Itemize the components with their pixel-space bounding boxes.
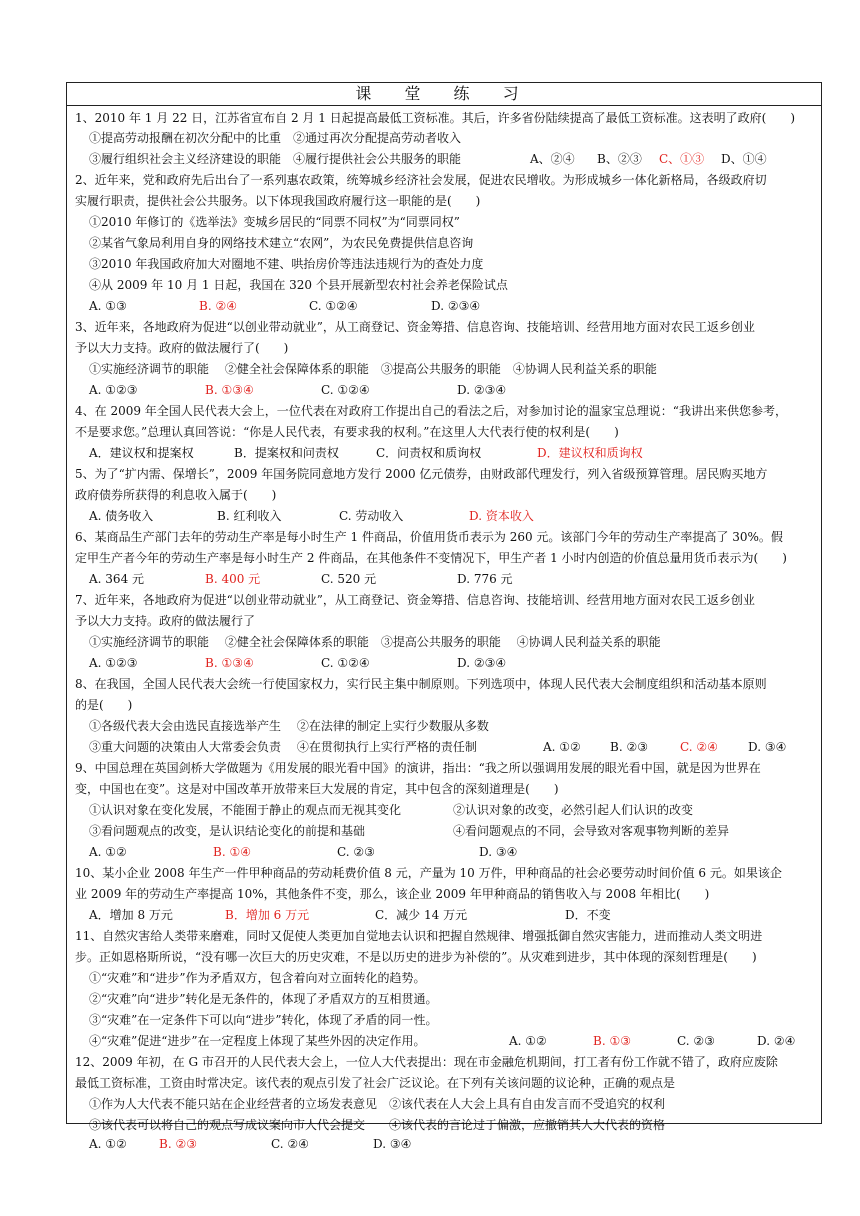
- q3-option-c: C. ①②④: [321, 383, 370, 397]
- q1-stem: 1、2010 年 1 月 22 日，江苏省宣布自 2 月 1 日起提高最低工资标准。其后，许多省份陆续提高了最低工资标准。这表明了政府( ): [75, 111, 796, 125]
- q6-option-c: C. 520 元: [321, 572, 377, 586]
- q9-statement: ②认识对象的改变，必然引起人们认识的改变: [453, 803, 694, 817]
- q5-option-c: C. 劳动收入: [339, 509, 404, 523]
- q5-option-b: B. 红利收入: [217, 509, 282, 523]
- q10-option-b-answer: B．增加 6 万元: [225, 908, 310, 922]
- q11-stem: 11、自然灾害给人类带来磨难，同时又促使人类更加自觉地去认识和把握自然规律、增强抵御自然灾害能力，进而推动人类文明进: [75, 929, 763, 943]
- q4-option-a: A．建议权和提案权: [89, 446, 194, 460]
- q2-option-b-answer: B. ②④: [199, 299, 237, 313]
- q9-option-c: C. ②③: [337, 845, 375, 859]
- q11-statement: ②“灾难”向“进步”转化是无条件的，体现了矛盾双方的互相贯通。: [89, 992, 438, 1006]
- q2-stem: 2、近年来，党和政府先后出台了一系列惠农政策，统筹城乡经济社会发展，促进农民增收。为形成城乡一体化新格局，各级政府切: [75, 173, 767, 187]
- q11-statement: ③“灾难”在一定条件下可以向“进步”转化，体现了矛盾的同一性。: [89, 1013, 438, 1027]
- q12-statement: ③该代表可以将自己的观点写成议案向市人代会提交 ④该代表的言论过于偏激，应撤销其人大代表的资格: [89, 1118, 666, 1132]
- q8-stem: 的是( ): [75, 698, 133, 712]
- q8-option-c-answer: C. ②④: [680, 740, 718, 754]
- q9-stem: 变，中国也在变”。这是对中国改革开放带来巨大发展的肯定，其中包含的深刻道理是( ): [75, 782, 559, 796]
- q4-option-b: B．提案权和问责权: [234, 446, 339, 460]
- q2-statement: ④从 2009 年 10 月 1 日起，我国在 320 个县开展新型农村社会养老保险试点: [89, 278, 508, 292]
- q5-stem: 5、为了“扩内需、保增长”，2009 年国务院同意地方发行 2000 亿元债券，由财政部代理发行，列入省级预算管理。居民购买地方: [75, 467, 768, 481]
- q3-stem: 3、近年来，各地政府为促进“以创业带动就业”，从工商登记、资金筹措、信息咨询、技能培训、经营用地方面对农民工返乡创业: [75, 320, 755, 334]
- q10-option-a: A．增加 8 万元: [89, 908, 173, 922]
- q6-option-a: A. 364 元: [89, 572, 145, 586]
- q12-statement: ①作为人大代表不能只站在企业经营者的立场发表意见 ②该代表在人大会上具有自由发言而不受追究的权利: [89, 1097, 666, 1111]
- q9-option-a: A. ①②: [89, 845, 127, 859]
- q5-option-a: A. 债务收入: [89, 509, 154, 523]
- q12-option-d: D. ③④: [373, 1137, 412, 1151]
- q10-stem: 业 2009 年的劳动生产率提高 10%，其他条件不变，那么，该企业 2009 年甲种商品的销售收入与 2008 年相比( ): [75, 887, 710, 901]
- q2-option-d: D. ②③④: [431, 299, 481, 313]
- q11-option-d: D. ②④: [757, 1034, 796, 1048]
- q9-statement: ③看问题观点的改变，是认识结论变化的前提和基础: [89, 824, 366, 838]
- q9-option-b-answer: B. ①④: [213, 845, 251, 859]
- q2-option-a: A. ①③: [89, 299, 127, 313]
- q5-stem: 政府债券所获得的利息收入属于( ): [75, 488, 277, 502]
- q11-option-c: C. ②③: [677, 1034, 715, 1048]
- q7-stem: 予以大力支持。政府的做法履行了: [75, 614, 256, 628]
- q4-stem: 4、在 2009 年全国人民代表大会上，一位代表在对政府工作提出自己的看法之后，对参加讨论的温家宝总理说：“我讲出来供您参考，: [75, 404, 787, 418]
- q7-stem: 7、近年来，各地政府为促进“以创业带动就业”，从工商登记、资金筹措、信息咨询、技能培训、经营用地方面对农民工返乡创业: [75, 593, 755, 607]
- q11-statement: ④“灾难”促进“进步”在一定程度上体现了某些外因的决定作用。: [89, 1034, 426, 1048]
- q9-statement: ①认识对象在变化发展，不能囿于静止的观点而无视其变化: [89, 803, 402, 817]
- q10-option-d: D．不变: [565, 908, 611, 922]
- q1-statement: ③履行组织社会主义经济建设的职能 ④履行提供社会公共服务的职能: [89, 152, 462, 166]
- exercise-frame: [66, 82, 822, 1151]
- q9-option-d: D. ③④: [479, 845, 518, 859]
- q12-option-a: A. ①②: [89, 1137, 127, 1151]
- q7-option-a: A. ①②③: [89, 656, 138, 670]
- q4-option-c: C．问责权和质询权: [376, 446, 482, 460]
- q11-stem: 步。正如恩格斯所说，“没有哪一次巨大的历史灾难，不是以历史的进步为补偿的”。从灾难到进步，其中体现的深刻哲理是( ): [75, 950, 757, 964]
- q7-option-d: D. ②③④: [457, 656, 507, 670]
- q7-statement: ①实施经济调节的职能 ②健全社会保障体系的职能 ③提高公共服务的职能 ④协调人民利益关系的职能: [89, 635, 661, 649]
- q12-option-b-answer: B. ②③: [159, 1137, 197, 1151]
- q3-statement: ①实施经济调节的职能 ②健全社会保障体系的职能 ③提高公共服务的职能 ④协调人民利益关系的职能: [89, 362, 657, 376]
- q12-stem: 最低工资标准，工资由时常决定。该代表的观点引发了社会广泛议论。在下列有关该问题的议论种，正确的观点是: [75, 1076, 676, 1090]
- q10-option-c: C．减少 14 万元: [375, 908, 468, 922]
- q8-statement: ③重大问题的决策由人大常委会负责 ④在贯彻执行上实行严格的责任制: [89, 740, 477, 754]
- q3-option-a: A. ①②③: [89, 383, 138, 397]
- q8-option-d: D. ③④: [748, 740, 787, 754]
- q11-option-b-answer: B. ①③: [593, 1034, 631, 1048]
- q3-option-d: D. ②③④: [457, 383, 507, 397]
- q7-option-b-answer: B. ①③④: [205, 656, 254, 670]
- page-title: 课 堂 练 习: [67, 83, 821, 106]
- q4-option-d-answer: D．建议权和质询权: [537, 446, 643, 460]
- q10-stem: 10、某小企业 2008 年生产一件甲种商品的劳动耗费价值 8 元，产量为 10 万件，甲种商品的社会必要劳动时间价值 6 元。如果该企: [75, 866, 782, 880]
- q1-option-d: D、①④: [721, 152, 767, 166]
- q2-option-c: C. ①②④: [309, 299, 358, 313]
- q2-stem: 实履行职责，提供社会公共服务。以下体现我国政府履行这一职能的是( ): [75, 194, 481, 208]
- q5-option-d-answer: D. 资本收入: [469, 509, 534, 523]
- q1-option-c-answer: C、①③: [659, 152, 705, 166]
- q2-statement: ②某省气象局利用自身的网络技术建立“农网”，为农民免费提供信息咨询: [89, 236, 474, 250]
- q3-stem: 予以大力支持。政府的做法履行了( ): [75, 341, 289, 355]
- q6-option-b-answer: B. 400 元: [205, 572, 261, 586]
- q12-stem: 12、2009 年初，在 G 市召开的人民代表大会上，一位人大代表提出：现在市金融危机期间，打工者有份工作就不错了，政府应废除: [75, 1055, 778, 1069]
- q9-statement: ④看问题观点的不同，会导致对客观事物判断的差异: [453, 824, 730, 838]
- q6-option-d: D. 776 元: [457, 572, 513, 586]
- q4-stem: 不是要求您。”总理认真回答说：“你是人民代表，有要求我的权利。”在这里人大代表行使的权利是( ): [75, 425, 619, 439]
- q6-stem: 定甲生产者今年的劳动生产率是每小时生产 2 件商品，在其他条件不变情况下，甲生产者 1 小时内创造的价值总量用货币表示为( ): [75, 551, 787, 565]
- q11-option-a: A. ①②: [509, 1034, 547, 1048]
- q11-statement: ①“灾难”和“进步”作为矛盾双方，包含着向对立面转化的趋势。: [89, 971, 426, 985]
- q1-option-b: B、②③: [597, 152, 642, 166]
- q3-option-b-answer: B. ①③④: [205, 383, 254, 397]
- q6-stem: 6、某商品生产部门去年的劳动生产率是每小时生产 1 件商品，价值用货币表示为 260 元。该部门今年的劳动生产率提高了 30%。假: [75, 530, 783, 544]
- q7-option-c: C. ①②④: [321, 656, 370, 670]
- q8-statement: ①各级代表大会由选民直接选举产生 ②在法律的制定上实行少数服从多数: [89, 719, 489, 733]
- q12-option-c: C. ②④: [271, 1137, 309, 1151]
- q1-statement: ①提高劳动报酬在初次分配中的比重 ②通过再次分配提高劳动者收入: [89, 131, 462, 145]
- q1-option-a: A、②④: [530, 152, 575, 166]
- q8-option-a: A. ①②: [543, 740, 581, 754]
- q2-statement: ①2010 年修订的《选举法》变城乡居民的“同票不同权”为“同票同权”: [89, 215, 460, 229]
- q8-stem: 8、在我国，全国人民代表大会统一行使国家权力，实行民主集中制原则。下列选项中，体现人民代表大会制度组织和活动基本原则: [75, 677, 767, 691]
- q9-stem: 9、中国总理在英国剑桥大学做题为《用发展的眼光看中国》的演讲，指出：“我之所以强调用发展的眼光看中国，就是因为世界在: [75, 761, 761, 775]
- q8-option-b: B. ②③: [610, 740, 648, 754]
- q2-statement: ③2010 年我国政府加大对圈地不建、哄抬房价等违法违规行为的查处力度: [89, 257, 484, 271]
